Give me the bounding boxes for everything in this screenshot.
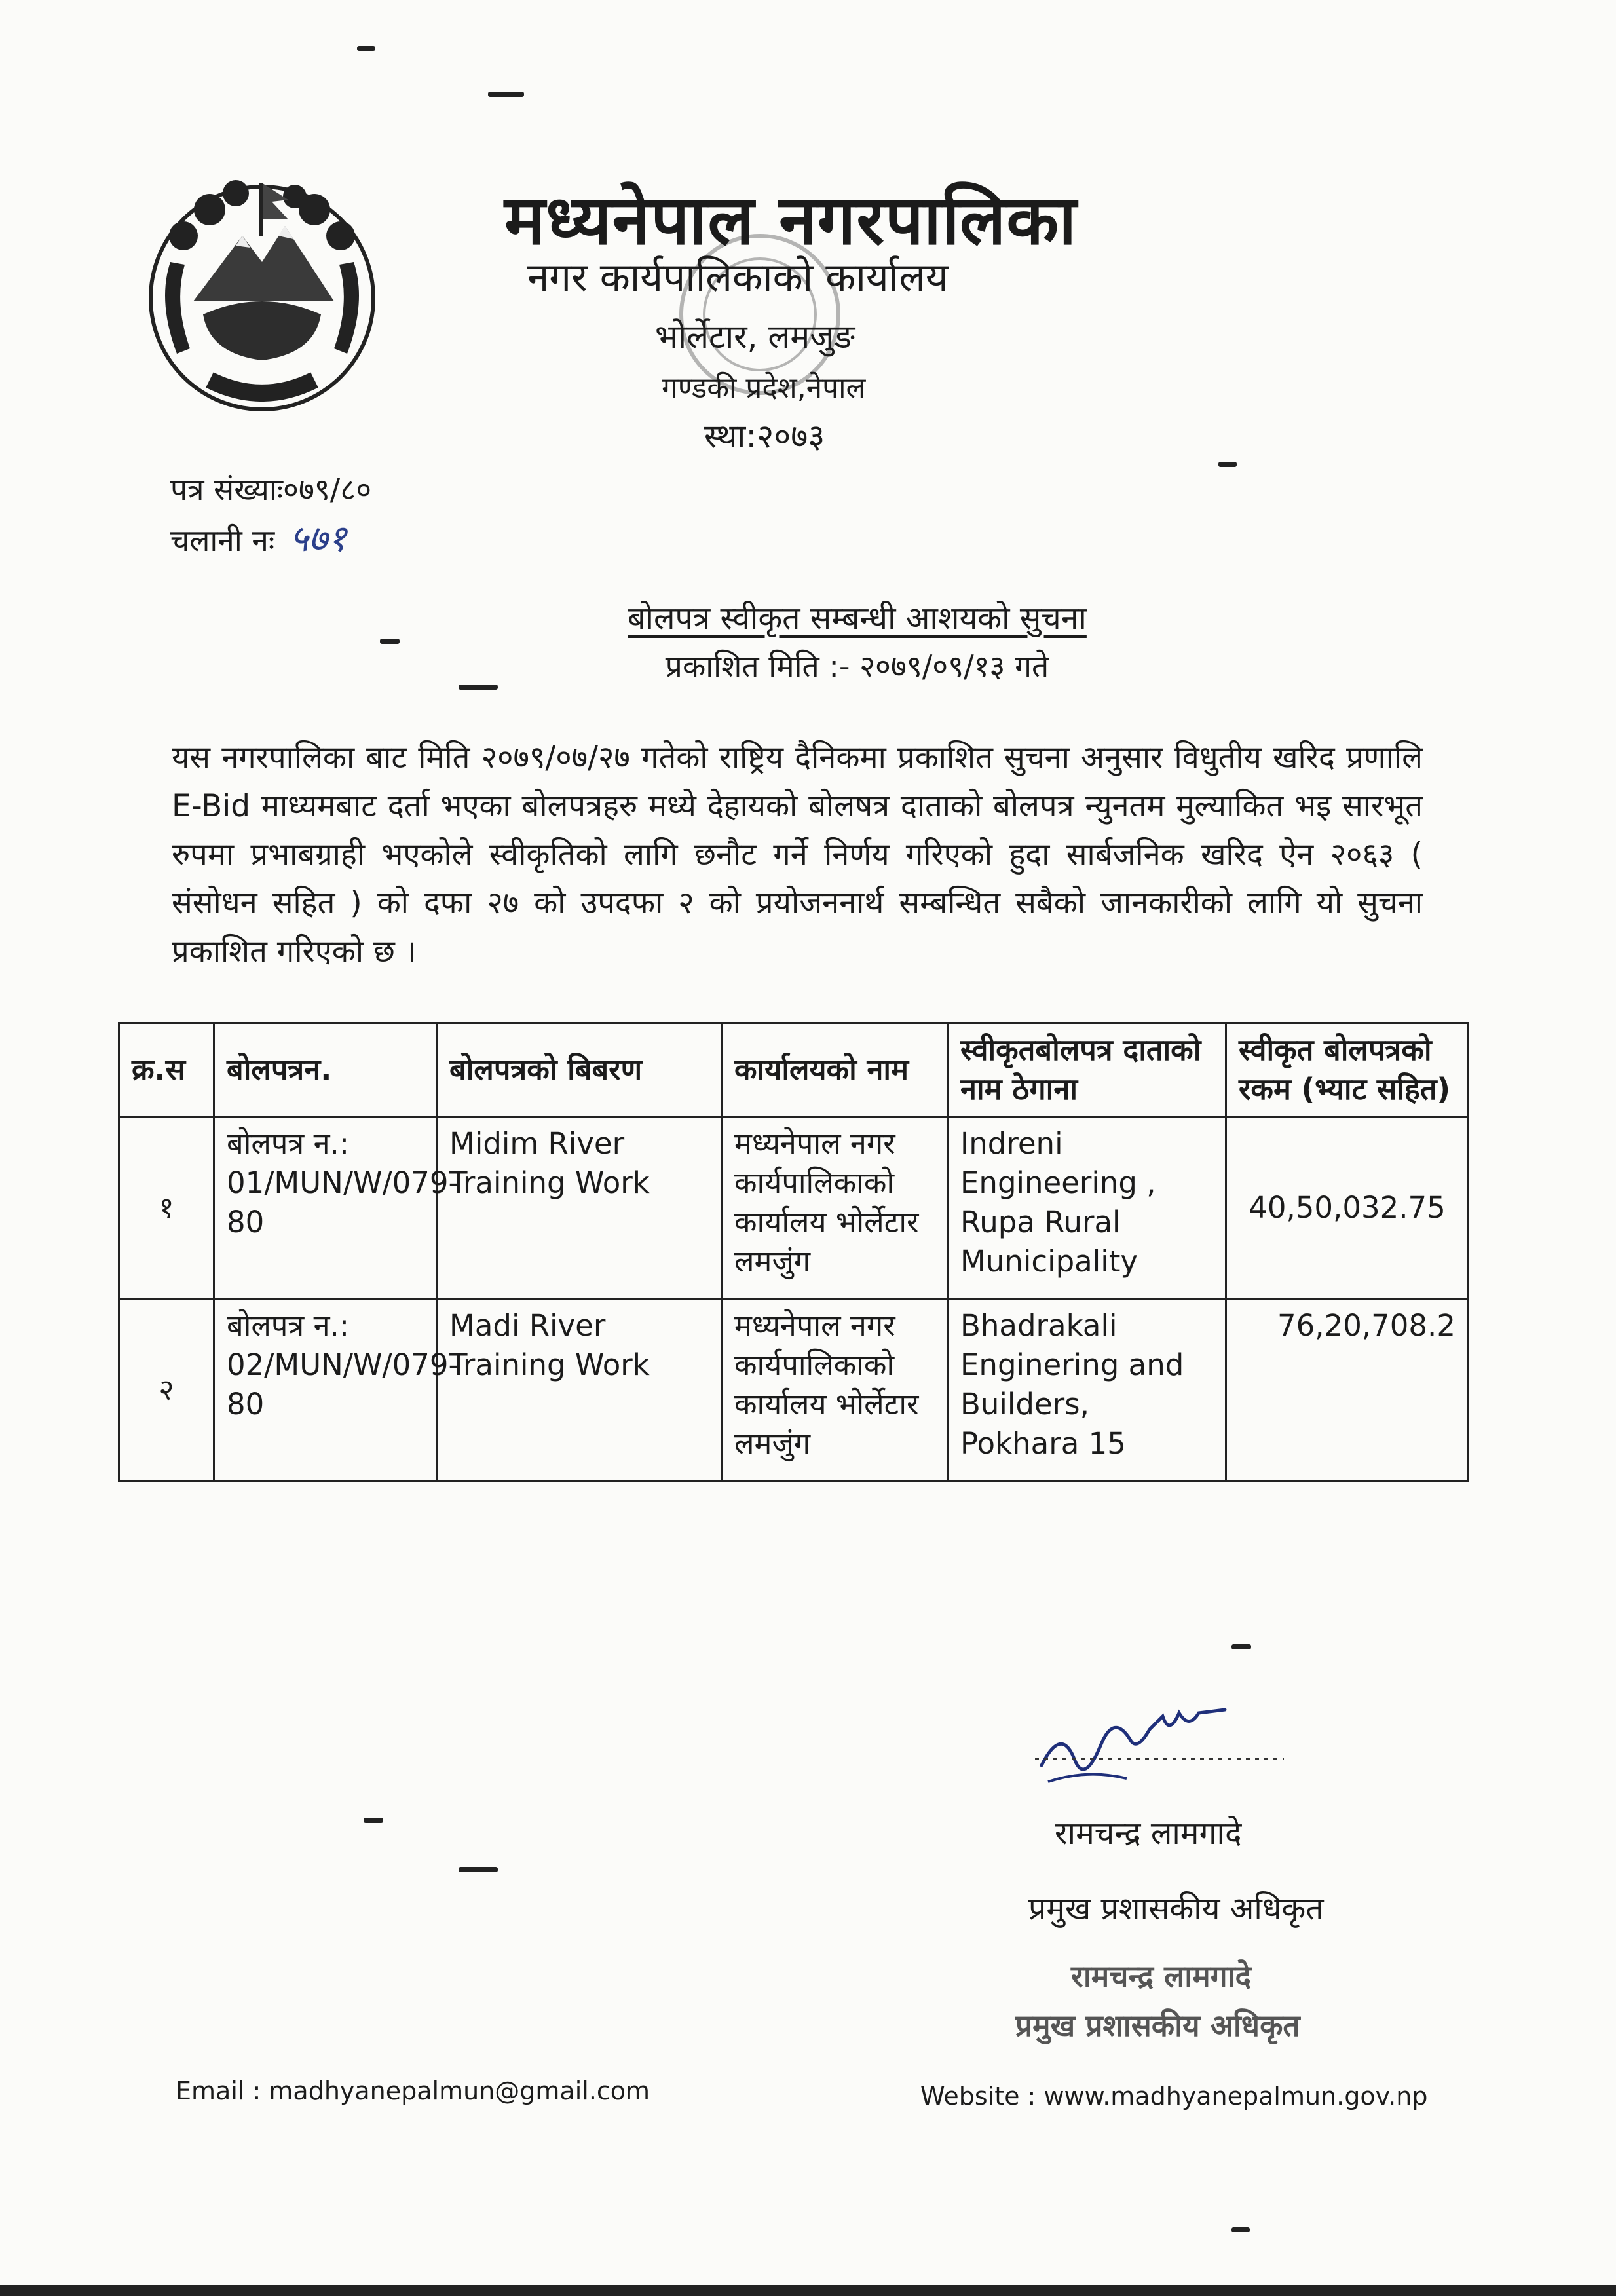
scan-speck (488, 92, 524, 97)
notice-body: यस नगरपालिका बाट मिति २०७९/०७/२७ गतेको राष्ट्रिय दैनिकमा प्रकाशित सुचना अनुसार विधुतीय खरिद प्रणालि E-Bid माध्यमबाट दर्ता भएका बोलपत्रहरु मध्ये देहायको बोलषत्र दाताको बोलपत्र न्युनतम मुल्याकित भइ सारभूत रुपमा प्रभाबग्राही भएकोले स्वीकृतिको लागि छनौट गर्ने निर्णय गरिएको हुदा सार्बजनिक खरिद ऐन २०६३ ( संसोधन सहित ) को दफा २७ को उपदफा २ को प्रयोजननार्थ सम्बन्धित सबैको जानकारीको लागि यो सुचना प्रकाशित गरिएको छ । (172, 740, 1423, 969)
dispatch-label: चलानी नः (170, 523, 275, 558)
cell-serial: १ (119, 1117, 214, 1299)
nepal-emblem-icon (131, 164, 393, 426)
cell-description: Madi River Training Work (437, 1299, 722, 1481)
scan-speck (1231, 1644, 1251, 1649)
scan-speck (364, 1818, 383, 1823)
footer-website: Website : www.madhyanepalmun.gov.np (920, 2082, 1428, 2111)
header-amount: स्वीकृत बोलपत्रको रकम (भ्याट सहित) (1226, 1023, 1469, 1117)
scan-edge (0, 2285, 1616, 2296)
table-row (119, 1117, 1469, 1299)
cell-serial: २ (119, 1299, 214, 1481)
stamp-name: रामचन्द्र लामगादे (1071, 1959, 1251, 1994)
notice-title (0, 596, 1616, 639)
stamp-title: प्रमुख प्रशासकीय अधिकृत (1015, 2008, 1300, 2043)
address-line-1: भोर्लेटार, लमजुङ (655, 318, 855, 356)
published-date-text: प्रकाशित मिति :- २०७९/०९/१३ गते (665, 649, 1049, 684)
signer-name: रामचन्द्र लामगादे (1055, 1815, 1242, 1852)
scan-speck (459, 1867, 498, 1872)
header-serial: क्र.स (119, 1023, 214, 1117)
scan-speck (1218, 462, 1237, 467)
notice-title-text: बोलपत्र स्वीकृत सम्बन्धी आशयको सुचना (628, 600, 1087, 637)
scan-speck (380, 639, 400, 644)
header-description: बोलपत्रको बिबरण (437, 1023, 722, 1117)
published-date (0, 645, 1616, 686)
office-name: नगर कार्यपालिकाको कार्यालय (527, 255, 949, 301)
scan-speck (1231, 2227, 1250, 2232)
established-year: स्था:२०७३ (704, 417, 825, 455)
table-header-row (119, 1023, 1469, 1117)
header-office: कार्यालयको नाम (722, 1023, 948, 1117)
cell-bidder: Indreni Engineering , Rupa Rural Municipality (948, 1117, 1226, 1299)
dispatch-number-handwritten: ५७१ (289, 518, 347, 560)
accepted-bids-table (118, 1022, 1469, 1482)
dispatch-number-line (170, 512, 347, 562)
cell-office: मध्यनेपाल नगर कार्यपालिकाको कार्यालय भोर्लेटार लमजुंग (722, 1117, 948, 1299)
footer-email: Email : madhyanepalmun@gmail.com (176, 2077, 650, 2105)
cell-bid-number: बोलपत्र न.: 02/MUN/W/079-80 (214, 1299, 437, 1481)
address-line-2: गण्डकी प्रदेश,नेपाल (662, 371, 866, 405)
table-row (119, 1299, 1469, 1481)
cell-description: Midim River Training Work (437, 1117, 722, 1299)
cell-amount: 40,50,032.75 (1226, 1117, 1469, 1299)
handwritten-signature-icon (1028, 1703, 1290, 1808)
signer-title: प्रमुख प्रशासकीय अधिकृत (1028, 1891, 1324, 1927)
scan-speck (357, 46, 375, 51)
cell-bidder: Bhadrakali Enginering and Builders, Pokhara 15 (948, 1299, 1226, 1481)
letter-reference-number: पत्र संख्याः०७९/८० (170, 472, 372, 507)
organization-name: मध्यनेपाल नगरपालिका (504, 180, 1078, 260)
header-bidder: स्वीकृतबोलपत्र दाताको नाम ठेगाना (948, 1023, 1226, 1117)
header-bid-number: बोलपत्रन. (214, 1023, 437, 1117)
cell-office: मध्यनेपाल नगर कार्यपालिकाको कार्यालय भोर्लेटार लमजुंग (722, 1299, 948, 1481)
cell-amount: 76,20,708.2 (1226, 1299, 1469, 1481)
scan-speck (459, 685, 498, 690)
cell-bid-number: बोलपत्र न.: 01/MUN/W/079-80 (214, 1117, 437, 1299)
